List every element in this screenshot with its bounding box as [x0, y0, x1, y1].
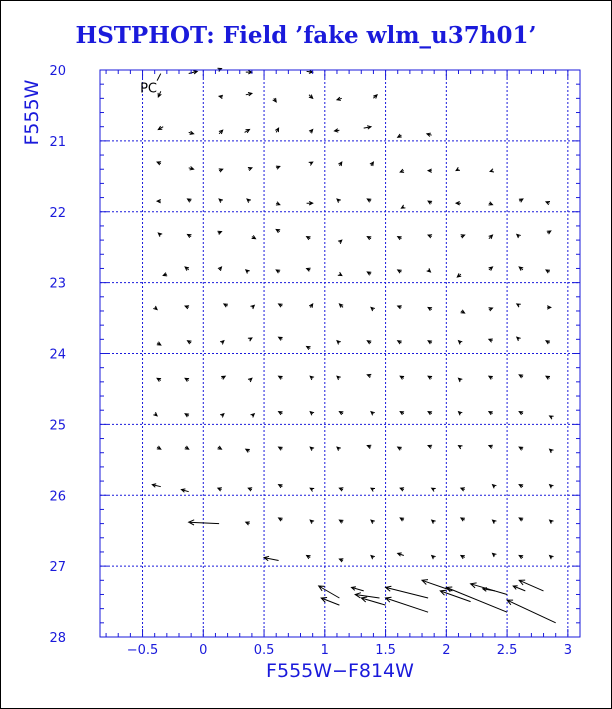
offset-arrow: [337, 341, 341, 345]
offset-arrow: [246, 70, 252, 74]
offset-arrow: [219, 130, 223, 134]
offset-arrow: [251, 414, 255, 418]
grid-lines: [100, 70, 580, 637]
offset-arrow: [398, 447, 402, 450]
offset-arrow: [218, 267, 222, 271]
offset-arrow: [224, 304, 228, 307]
offset-arrow: [456, 202, 461, 206]
x-tick-label: 0: [199, 643, 208, 658]
offset-arrow: [398, 306, 402, 309]
offset-arrow: [517, 337, 521, 341]
offset-arrow: [276, 230, 280, 233]
offset-arrow: [337, 447, 341, 451]
offset-arrow: [189, 71, 198, 74]
offset-arrow: [276, 202, 280, 205]
offset-arrow: [459, 378, 463, 382]
offset-arrow: [276, 270, 280, 273]
y-tick-label: 24: [49, 347, 66, 363]
offset-arrow: [218, 446, 222, 449]
offset-arrow: [489, 412, 493, 415]
offset-arrow: [483, 588, 495, 592]
offset-arrow: [158, 91, 161, 97]
offset-arrow: [519, 580, 543, 591]
offset-arrow: [398, 270, 402, 273]
offset-arrow: [158, 233, 162, 237]
offset-arrow: [310, 520, 314, 524]
offset-arrow: [188, 199, 192, 202]
offset-arrow: [185, 267, 189, 271]
offset-arrow: [428, 445, 432, 448]
offset-arrow: [307, 237, 311, 240]
y-tick-label: 27: [49, 560, 66, 576]
x-tick-label: 0.5: [253, 643, 275, 658]
offset-arrow: [550, 449, 554, 453]
offset-arrow: [519, 199, 523, 202]
x-tick-label: 2: [442, 643, 451, 658]
offset-arrow: [517, 304, 521, 307]
offset-arrow: [248, 378, 252, 382]
offset-arrow: [245, 130, 250, 133]
offset-arrow: [251, 305, 255, 309]
offset-arrow: [279, 485, 283, 488]
offset-arrow: [309, 95, 313, 99]
offset-arrow: [248, 488, 252, 491]
offset-arrow: [361, 597, 385, 605]
offset-arrow: [307, 70, 313, 73]
offset-arrow: [338, 272, 342, 275]
offset-arrow: [428, 307, 432, 310]
offset-arrow: [367, 199, 371, 202]
offset-arrow: [398, 134, 402, 137]
offset-arrow: [546, 376, 550, 379]
offset-arrow: [157, 199, 161, 203]
offset-arrow: [157, 446, 161, 449]
x-tick-label: 1.5: [375, 643, 396, 658]
offset-arrow: [428, 169, 432, 173]
offset-arrow: [157, 342, 161, 345]
offset-arrow: [386, 586, 429, 598]
offset-arrow: [275, 128, 278, 132]
offset-arrow: [489, 339, 493, 342]
y-tick-label: 25: [49, 418, 66, 434]
offset-arrow: [252, 235, 256, 238]
offset-arrow: [432, 556, 436, 560]
offset-arrow: [550, 556, 554, 560]
offset-arrow: [279, 337, 283, 340]
offset-arrow: [461, 235, 465, 238]
offset-arrow: [337, 376, 341, 380]
offset-arrow: [550, 520, 554, 524]
offset-arrow: [310, 376, 314, 380]
offset-arrow: [338, 240, 342, 244]
offset-arrow: [547, 306, 551, 310]
offset-arrow: [309, 304, 313, 308]
offset-arrow: [339, 412, 343, 415]
offset-arrow: [337, 199, 341, 203]
offset-arrow: [321, 598, 339, 606]
offset-arrow: [519, 375, 523, 378]
offset-arrow: [189, 520, 219, 525]
offset-arrow: [459, 412, 463, 416]
offset-arrow: [248, 338, 252, 341]
offset-arrow: [517, 234, 521, 238]
offset-arrow: [279, 304, 283, 307]
x-tick-label: 2.5: [496, 643, 518, 658]
x-tick-label: 3: [563, 643, 572, 658]
offset-arrow: [219, 199, 223, 203]
offset-arrow: [279, 412, 283, 415]
offset-arrow: [153, 412, 157, 416]
offset-arrow: [309, 130, 313, 134]
offset-arrow: [335, 129, 340, 133]
offset-arrow: [158, 126, 163, 129]
offset-arrow: [185, 378, 189, 381]
offset-arrow: [550, 416, 554, 419]
offset-arrow: [338, 162, 341, 166]
offset-arrow: [459, 341, 463, 345]
offset-arrow: [219, 95, 223, 98]
offset-arrow: [489, 202, 493, 205]
y-tick-label: 20: [49, 64, 66, 79]
offset-arrow: [427, 133, 432, 136]
offset-arrow: [246, 93, 252, 96]
offset-arrow: [157, 162, 161, 165]
offset-arrow: [432, 520, 436, 524]
offset-arrow: [367, 341, 371, 344]
offset-arrow: [386, 597, 429, 612]
offset-arrow: [550, 485, 554, 489]
x-axis-label: F555W−F814W: [266, 660, 414, 682]
offset-arrow: [428, 376, 432, 379]
offset-arrow: [218, 231, 222, 234]
offset-arrow: [371, 520, 375, 524]
offset-arrow: [459, 446, 463, 449]
pc-arrow-mark: [157, 74, 161, 81]
offset-arrow: [400, 169, 404, 172]
offset-arrow: [189, 131, 194, 134]
offset-arrow: [339, 304, 343, 308]
offset-arrow: [432, 488, 436, 491]
offset-arrow: [264, 556, 279, 560]
offset-arrow: [163, 273, 167, 276]
offset-arrow: [185, 306, 189, 309]
offset-arrow: [401, 205, 405, 208]
offset-arrow: [367, 237, 371, 240]
offset-arrow: [461, 310, 465, 313]
offset-arrow: [367, 374, 371, 377]
offset-arrow: [181, 489, 188, 492]
offset-arrow: [428, 201, 432, 204]
offset-arrow: [371, 412, 375, 416]
offset-arrow: [456, 167, 460, 170]
y-axis-label: F555W: [21, 79, 43, 146]
offset-arrow: [400, 412, 404, 415]
y-tick-label: 26: [49, 489, 66, 505]
offset-arrow: [339, 520, 343, 523]
offset-arrow: [220, 341, 224, 345]
offset-arrow: [513, 586, 525, 591]
offset-arrow: [355, 593, 379, 598]
offset-arrow: [461, 556, 465, 559]
offset-arrow: [153, 306, 157, 310]
offset-arrow: [547, 231, 551, 234]
offset-arrow: [367, 445, 371, 448]
offset-arrow: [279, 447, 283, 450]
offset-arrow: [339, 559, 343, 562]
offset-arrow: [246, 449, 250, 452]
offset-arrow: [307, 202, 313, 206]
offset-arrow: [220, 414, 224, 418]
offset-arrow: [398, 237, 402, 240]
offset-arrow: [519, 447, 523, 450]
offset-arrow: [461, 488, 465, 491]
offset-arrow: [309, 162, 313, 165]
offset-arrow: [185, 446, 189, 449]
chart-title: HSTPHOT: Field ’fake wlm_u37h01’: [75, 22, 537, 49]
offset-arrow: [370, 162, 374, 166]
offset-arrow: [248, 168, 252, 171]
offset-arrow: [398, 553, 404, 556]
offset-arrow: [218, 488, 222, 491]
offset-arrow: [221, 376, 225, 379]
offset-arrow: [489, 308, 493, 311]
offset-arrow: [546, 341, 550, 344]
offset-arrow: [546, 270, 550, 273]
offset-arrow: [188, 234, 192, 237]
offset-arrow: [507, 600, 556, 623]
offset-arrow: [371, 556, 375, 560]
offset-arrow: [307, 268, 311, 271]
offset-arrow: [371, 488, 375, 491]
offset-arrow: [427, 268, 431, 272]
offset-arrow: [157, 378, 161, 381]
offset-arrow: [188, 341, 192, 344]
offset-arrow: [489, 235, 493, 239]
offset-arrow: [519, 267, 523, 271]
x-tick-label: −0.5: [126, 643, 159, 658]
offset-arrow: [279, 518, 283, 521]
offset-arrow: [519, 412, 523, 415]
offset-arrow: [307, 556, 311, 559]
offset-arrow: [471, 583, 508, 595]
offset-arrow: [152, 484, 161, 487]
y-tick-label: 23: [49, 276, 66, 292]
offset-arrow: [246, 522, 250, 525]
offset-arrow: [310, 488, 314, 491]
offset-arrow: [337, 97, 342, 100]
offset-arrow: [189, 167, 194, 170]
pc-annotation: PC: [140, 81, 158, 97]
offset-arrow: [352, 587, 364, 591]
offset-arrow: [373, 95, 377, 99]
arrow-field: [152, 68, 555, 623]
offset-arrow: [489, 267, 493, 271]
offset-arrow: [219, 169, 223, 172]
offset-arrow: [489, 376, 493, 379]
offset-arrow: [428, 341, 432, 344]
offset-arrow: [364, 126, 371, 129]
offset-arrow: [493, 485, 497, 489]
offset-arrow: [519, 485, 523, 488]
offset-arrow: [493, 553, 497, 557]
offset-arrow: [276, 166, 280, 169]
offset-arrow: [247, 199, 251, 203]
y-tick-label: 21: [49, 134, 66, 150]
offset-arrow: [400, 488, 404, 491]
offset-arrow: [310, 447, 314, 451]
x-axis: [106, 70, 572, 658]
offset-arrow: [339, 488, 343, 491]
offset-arrow: [307, 346, 311, 349]
offset-arrow: [273, 98, 277, 102]
offset-arrow: [519, 556, 523, 559]
x-tick-label: 1: [320, 643, 329, 658]
offset-arrow: [489, 445, 493, 448]
offset-arrow: [185, 414, 189, 417]
offset-arrow: [319, 586, 340, 598]
offset-arrow: [490, 169, 494, 172]
offset-arrow: [428, 412, 432, 415]
offset-arrow: [400, 518, 404, 521]
offset-arrow: [519, 518, 523, 521]
offset-arrow: [279, 376, 283, 379]
offset-arrow: [367, 272, 371, 275]
offset-arrow: [400, 376, 404, 379]
offset-arrow: [493, 520, 497, 524]
offset-arrow: [371, 307, 375, 311]
offset-arrow: [461, 518, 465, 521]
offset-arrow: [310, 412, 314, 416]
offset-arrow: [446, 587, 507, 612]
y-tick-label: 22: [49, 205, 66, 221]
offset-arrow: [457, 273, 461, 277]
offset-arrow: [428, 235, 432, 238]
offset-arrow: [398, 341, 402, 344]
offset-arrow: [246, 270, 250, 274]
offset-arrow: [546, 202, 550, 205]
y-axis: [49, 64, 580, 646]
y-tick-label: 28: [49, 631, 66, 646]
